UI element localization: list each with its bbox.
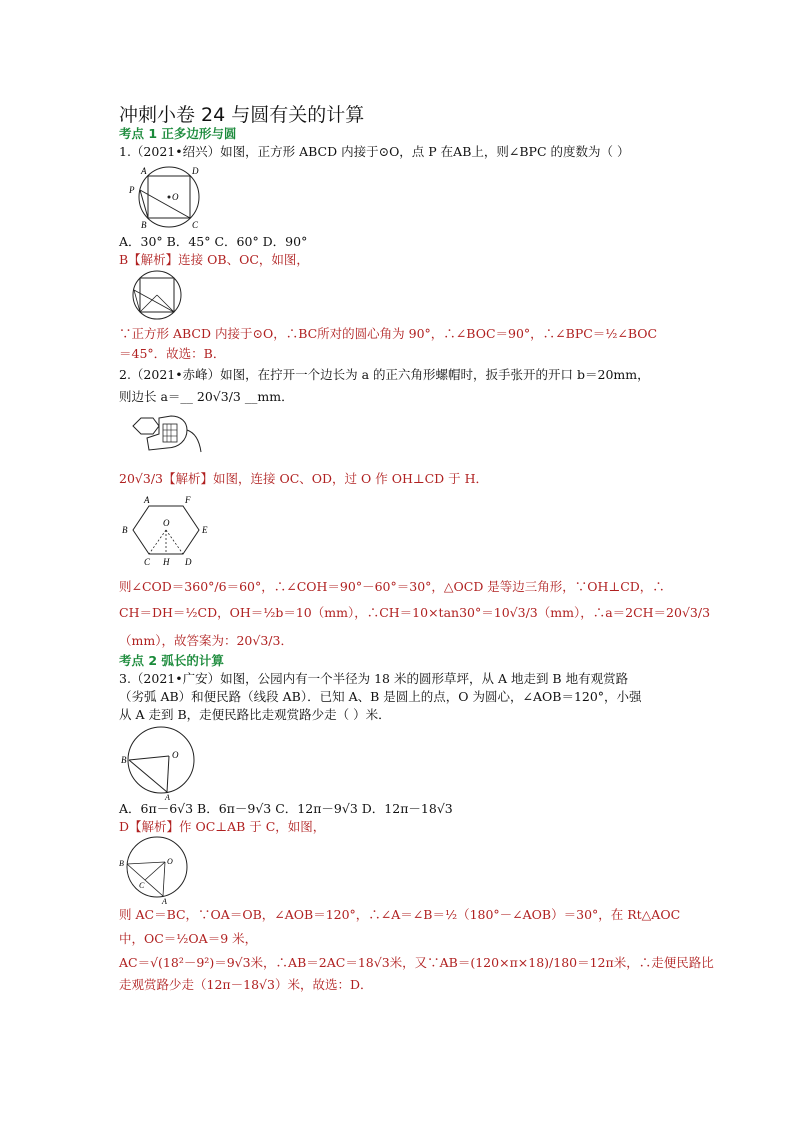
- q2-stem-line-1: 2.（2021•赤峰）如图，在拧开一个边长为 a 的正六角形螺帽时，扳手张开的开口 b＝20mm，: [119, 367, 650, 382]
- q1-solution-line-1: ∵正方形 ABCD 内接于⊙O，∴BC所对的圆心角为 90°，∴∠BOC＝90°，∴∠BPC＝½∠BOC: [119, 326, 658, 341]
- q2-answer: 20√3/3【解析】如图，连接 OC、OD，过 O 作 OH⊥CD 于 H．: [119, 471, 489, 486]
- q1-figure: [119, 160, 209, 235]
- q2-hexagon-figure: [119, 492, 219, 567]
- q3-answer: D【解析】作 OC⊥AB 于 C，如图，: [119, 819, 326, 834]
- q2-label-d: D: [185, 557, 192, 567]
- q3-label-b: B: [121, 755, 127, 765]
- q3-label-o: O: [172, 750, 179, 760]
- q1-label-b: B: [141, 220, 147, 230]
- q2-label-h: H: [163, 557, 170, 567]
- q3-options: A．6π－6√3 B．6π－9√3 C．12π－9√3 D．12π－18√3: [119, 801, 453, 816]
- section-heading-2: 考点 2 弧长的计算: [119, 653, 224, 668]
- q3-stem-line-1: 3.（2021•广安）如图，公园内有一个半径为 18 米的圆形草坪，从 A 地走到 B 地有观赏路: [119, 671, 629, 686]
- q1-label-a: A: [141, 166, 147, 176]
- q3-sol-label-o: O: [167, 857, 173, 866]
- q1-options: A．30° B．45° C．60° D．90°: [119, 234, 308, 249]
- q3-solution-figure: [119, 834, 194, 904]
- q3-solution-line-1: 则 AC＝BC，∵OA＝OB，∠AOB＝120°，∴∠A＝∠B＝½（180°－∠AOB）＝30°，在 Rt△AOC: [119, 907, 681, 922]
- q2-stem-line-2: 则边长 a＝__ 20√3/3 __mm．: [119, 389, 294, 404]
- q1-label-p: P: [129, 185, 135, 195]
- q2-solution-line-2: CH＝DH＝½CD，OH＝½b＝10（mm），∴CH＝10×tan30°＝10√3/3（mm），∴a＝2CH＝20√3/3: [119, 605, 711, 620]
- q1-answer: B【解析】连接 OB、OC，如图，: [119, 252, 309, 267]
- page-title: 冲刺小卷 24 与圆有关的计算: [119, 104, 365, 126]
- q3-sol-label-b: B: [119, 859, 124, 868]
- q3-label-a: A: [165, 793, 170, 800]
- section-heading-1: 考点 1 正多边形与圆: [119, 126, 237, 141]
- q2-label-f: F: [185, 495, 191, 505]
- q2-solution-line-1: 则∠COD＝360°/6＝60°，∴∠COH＝90°－60°＝30°，△OCD 是等边三角形，∵OH⊥CD，∴: [119, 579, 665, 594]
- q3-figure: [119, 720, 199, 800]
- q1-label-o: O: [172, 192, 179, 202]
- q2-label-c: C: [144, 557, 151, 567]
- q1-label-c: C: [192, 220, 199, 230]
- q3-solution-line-4: 走观赏路少走（12π－18√3）米，故选：D．: [119, 977, 373, 992]
- q3-solution-line-3: AC＝√(18²－9²)＝9√3米，∴AB＝2AC＝18√3米，又∵AB＝(120×π×18)/180＝12π米，∴走便民路比: [119, 955, 714, 970]
- q3-stem-line-2: （劣弧 AB）和便民路（线段 AB）．已知 A、B 是圆上的点，O 为圆心，∠AOB＝120°，小强: [119, 689, 642, 704]
- q2-solution-line-3: （mm），故答案为：20√3/3．: [119, 633, 293, 648]
- q2-wrench-figure: [119, 408, 204, 458]
- q1-stem: 1.（2021•绍兴）如图，正方形 ABCD 内接于⊙O，点 P 在AB上，则∠BPC 的度数为（ ）: [119, 144, 630, 159]
- q1-solution-line-2: ＝45°．故选：B．: [119, 346, 226, 361]
- q3-sol-label-a: A: [162, 897, 167, 904]
- q1-label-d: D: [192, 166, 199, 176]
- q2-label-b: B: [122, 525, 128, 535]
- q2-label-e: E: [202, 525, 208, 535]
- q3-sol-label-c: C: [139, 881, 145, 890]
- q2-label-a: A: [144, 495, 150, 505]
- q1-solution-figure: [119, 268, 189, 323]
- q2-label-o: O: [163, 518, 170, 528]
- q3-stem-line-3: 从 A 走到 B，走便民路比走观赏路少走（ ）米．: [119, 707, 391, 722]
- q3-solution-line-2: 中，OC＝½OA＝9 米，: [119, 931, 258, 946]
